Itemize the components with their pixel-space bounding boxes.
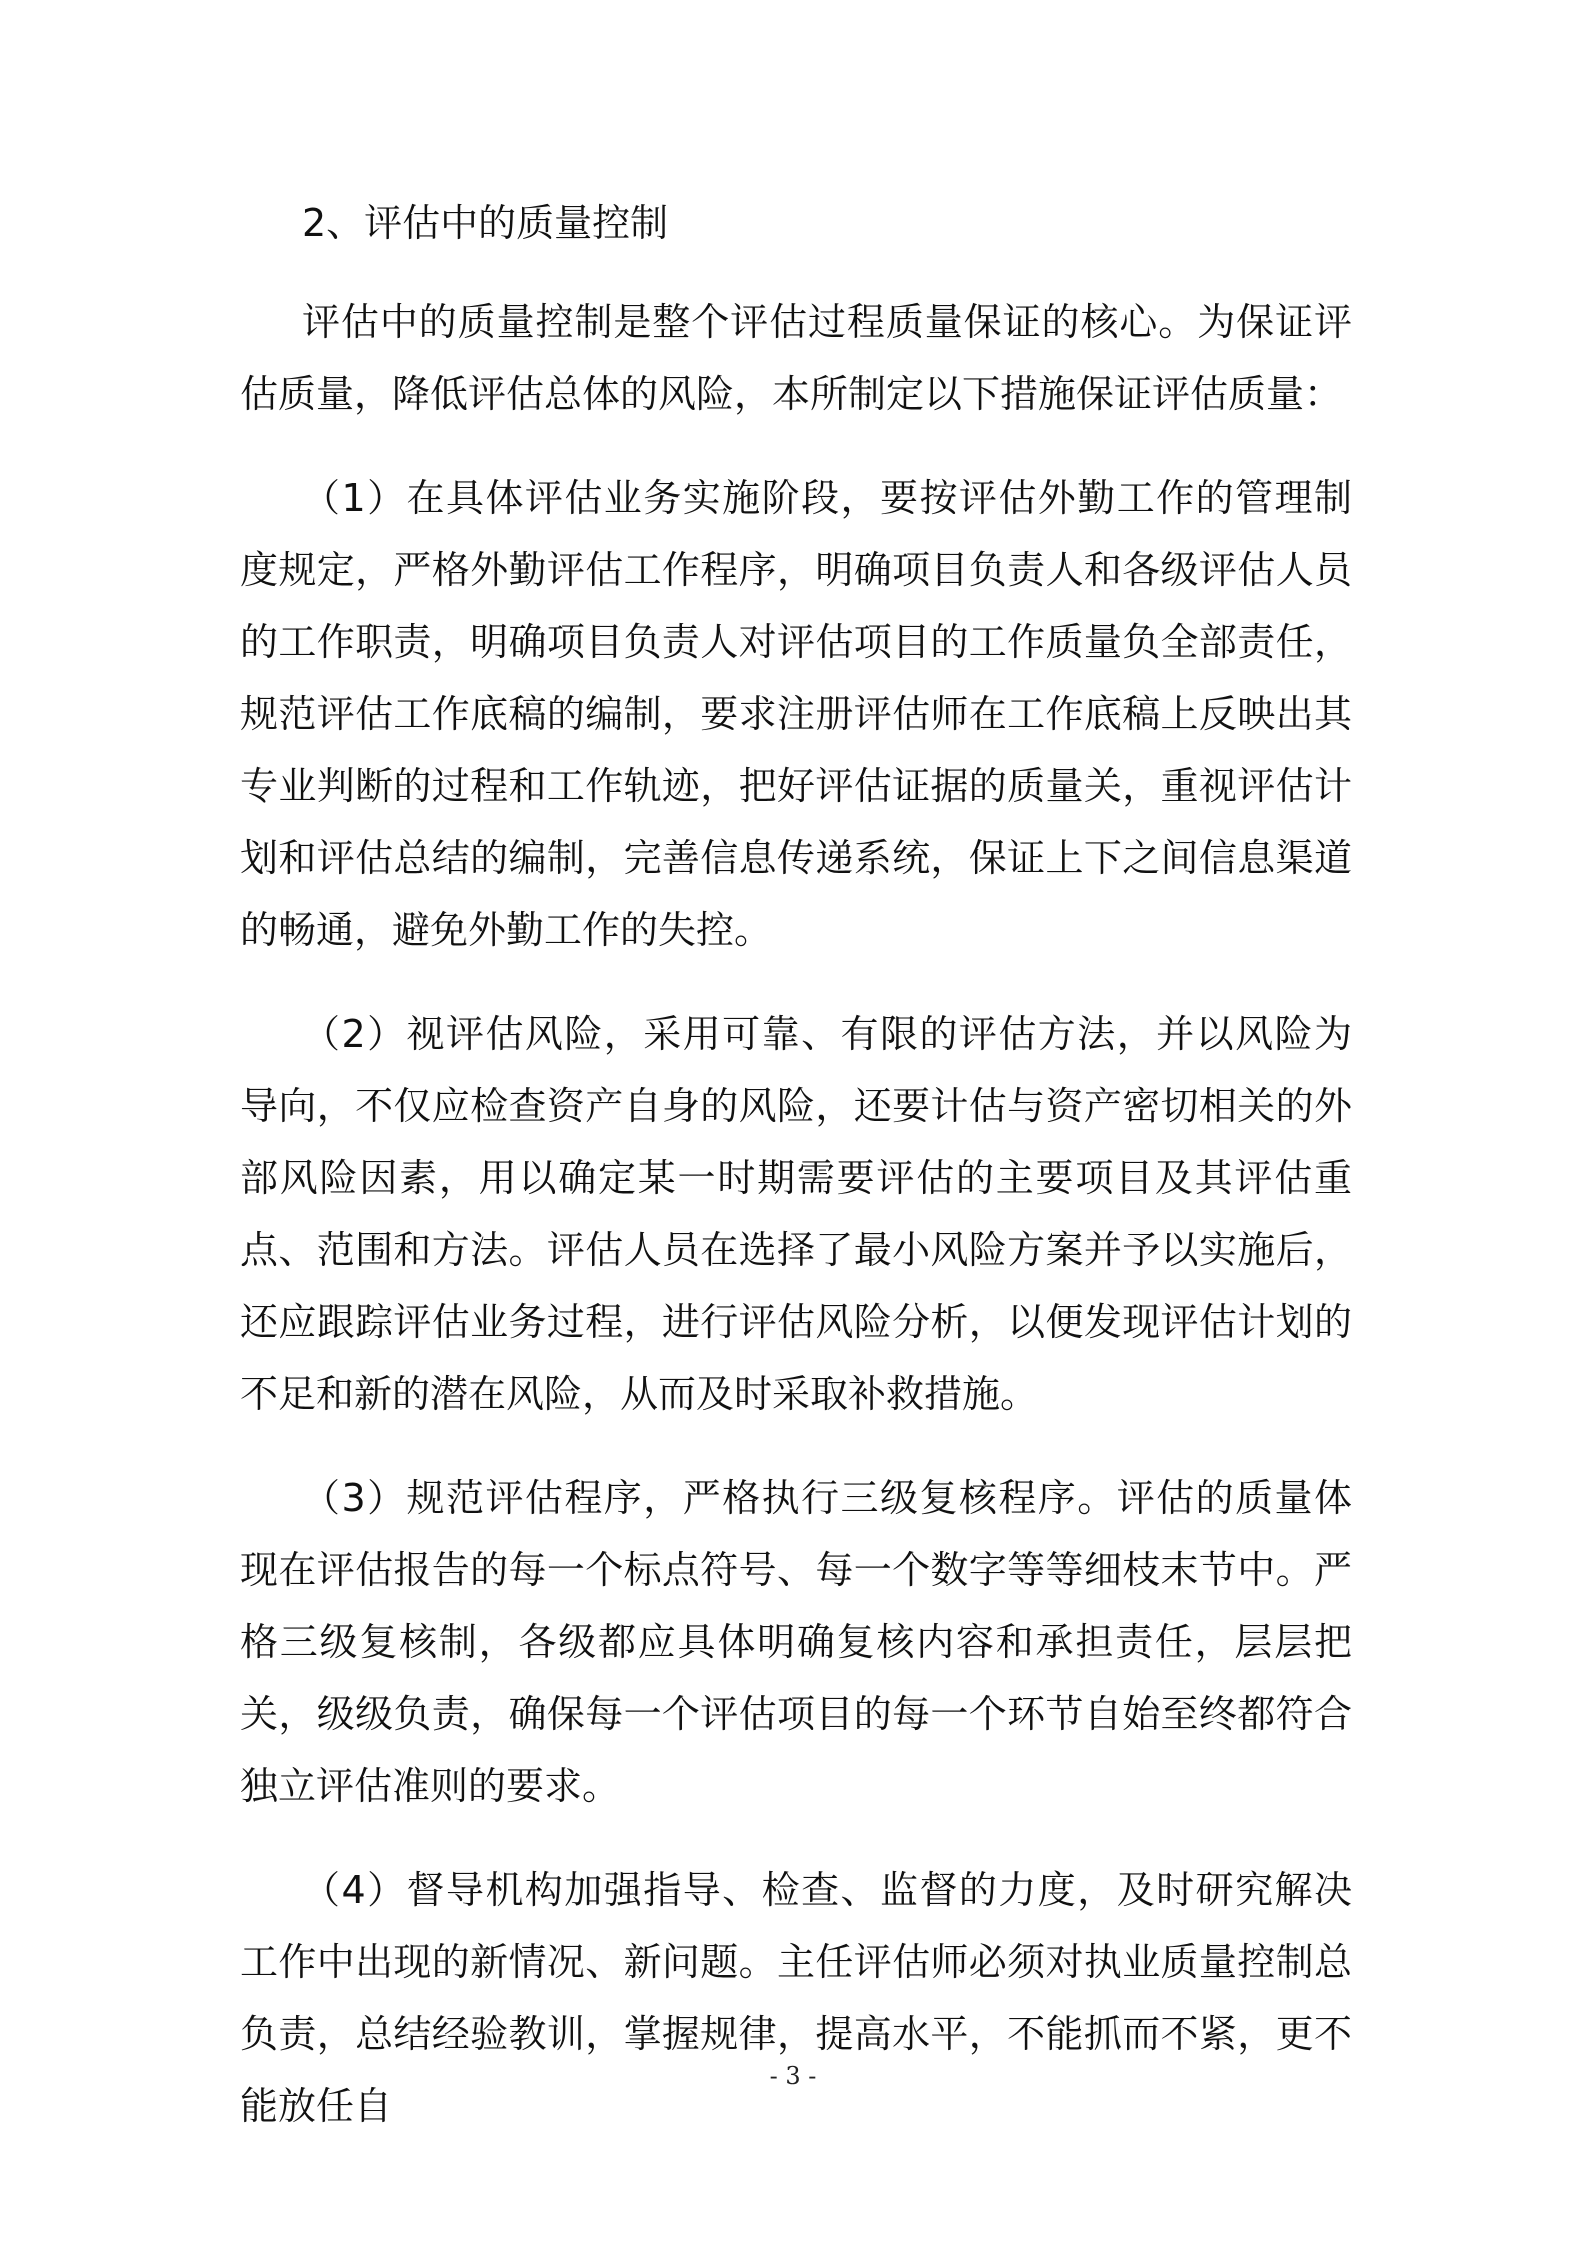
paragraph-item-4: （4）督导机构加强指导、检查、监督的力度，及时研究解决工作中出现的新情况、新问题。主任评估师必须对执业质量控制总负责，总结经验教训，掌握规律，提高水平，不能抓而不紧，更不能放任自 [240,1868,1352,2128]
paragraph-item-1: （1）在具体评估业务实施阶段，要按评估外勤工作的管理制度规定，严格外勤评估工作程序，明确项目负责人和各级评估人员的工作职责，明确项目负责人对评估项目的工作质量负全部责任，规范评估工作底稿的编制，要求注册评估师在工作底稿上反映出其专业判断的过程和工作轨迹，把好评估证据的质量关，重视评估计划和评估总结的编制，完善信息传递系统，保证上下之间信息渠道的畅通，避免外勤工作的失控。 [240,476,1352,952]
paragraph-item-3: （3）规范评估程序，严格执行三级复核程序。评估的质量体现在评估报告的每一个标点符号、每一个数字等等细枝末节中。严格三级复核制，各级都应具体明确复核内容和承担责任，层层把关，级级负责，确保每一个评估项目的每一个环节自始至终都符合独立评估准则的要求。 [240,1476,1352,1808]
paragraph-intro: 评估中的质量控制是整个评估过程质量保证的核心。为保证评估质量，降低评估总体的风险，本所制定以下措施保证评估质量： [240,300,1352,416]
section-heading: 2、评估中的质量控制 [302,201,669,245]
document-body [240,190,1352,2174]
paragraph-item-2: （2）视评估风险，采用可靠、有限的评估方法，并以风险为导向，不仅应检查资产自身的风险，还要计估与资产密切相关的外部风险因素，用以确定某一时期需要评估的主要项目及其评估重点、范围和方法。评估人员在选择了最小风险方案并予以实施后，还应跟踪评估业务过程，进行评估风险分析，以便发现评估计划的不足和新的潜在风险，从而及时采取补救措施。 [240,1012,1352,1416]
page-number: - 3 - [769,2062,817,2090]
